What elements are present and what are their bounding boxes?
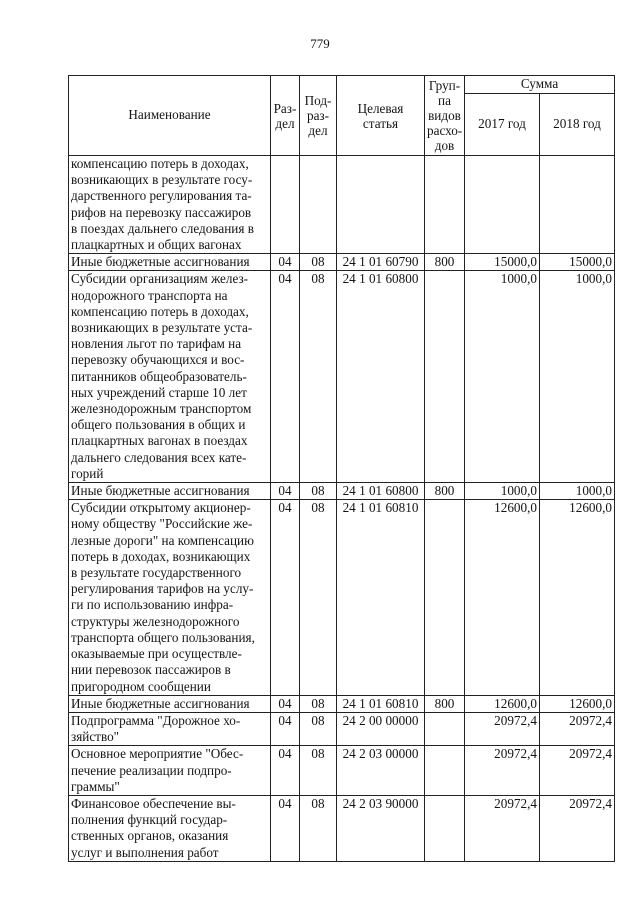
header-year-2017: 2017 год: [465, 94, 540, 156]
row-target-article: 24 1 01 60800: [337, 483, 425, 500]
row-name: Иные бюджетные ассигнования: [69, 695, 271, 712]
table-row: [69, 695, 615, 712]
row-name: Иные бюджетные ассигнования: [69, 483, 271, 500]
table-row: [69, 500, 615, 695]
row-sum-2018: 1000,0: [540, 271, 615, 483]
row-sum-2017: 1000,0: [465, 271, 540, 483]
header-name: Наименование: [69, 76, 271, 156]
row-sum-2018: 12600,0: [540, 500, 615, 695]
row-podrazdel: 08: [300, 500, 337, 695]
row-razdel: 04: [271, 483, 300, 500]
row-name: Основное мероприятие "Обес- печение реализации подпро- граммы": [69, 746, 271, 796]
header-expense-group: Груп- па видов расхо- дов: [425, 76, 465, 156]
row-sum-2017: 20972,4: [465, 746, 540, 796]
row-expense-group: [425, 500, 465, 695]
row-name: Подпрограмма "Дорожное хо- зяйство": [69, 712, 271, 745]
row-razdel: 04: [271, 795, 300, 861]
row-sum-2017: [465, 156, 540, 254]
row-podrazdel: 08: [300, 795, 337, 861]
row-podrazdel: 08: [300, 695, 337, 712]
row-sum-2017: 20972,4: [465, 795, 540, 861]
row-sum-2017: 1000,0: [465, 483, 540, 500]
row-podrazdel: 08: [300, 271, 337, 483]
row-razdel: [271, 156, 300, 254]
row-expense-group: [425, 156, 465, 254]
row-name: Финансовое обеспечение вы- полнения функций государ- ственных органов, оказания услуг и выполнения работ: [69, 795, 271, 861]
row-razdel: 04: [271, 500, 300, 695]
row-podrazdel: 08: [300, 483, 337, 500]
row-podrazdel: 08: [300, 746, 337, 796]
row-podrazdel: [300, 156, 337, 254]
header-sum: Сумма: [465, 76, 615, 94]
row-sum-2018: 12600,0: [540, 695, 615, 712]
row-target-article: 24 2 00 00000: [337, 712, 425, 745]
table-row: [69, 254, 615, 271]
row-sum-2017: 15000,0: [465, 254, 540, 271]
header-podrazdel: Под- раз- дел: [300, 76, 337, 156]
row-razdel: 04: [271, 695, 300, 712]
row-sum-2017: 12600,0: [465, 500, 540, 695]
row-sum-2018: 20972,4: [540, 712, 615, 745]
table-row: [69, 712, 615, 745]
page-number: 779: [310, 36, 330, 51]
row-name: компенсацию потерь в доходах, возникающих в результате госу- дарственного регулирования та- рифов на перевозку пассажиров в поездах дальнего следования в плацкартных и общих вагонах: [69, 156, 271, 254]
row-expense-group: [425, 795, 465, 861]
row-podrazdel: 08: [300, 254, 337, 271]
row-expense-group: [425, 712, 465, 745]
row-razdel: 04: [271, 712, 300, 745]
row-sum-2018: 20972,4: [540, 746, 615, 796]
row-razdel: 04: [271, 746, 300, 796]
table-row: [69, 156, 615, 254]
row-sum-2018: [540, 156, 615, 254]
row-sum-2018: 20972,4: [540, 795, 615, 861]
row-target-article: [337, 156, 425, 254]
header-year-2018: 2018 год: [540, 94, 615, 156]
row-target-article: 24 1 01 60800: [337, 271, 425, 483]
header-razdel: Раз- дел: [271, 76, 300, 156]
table-row: [69, 746, 615, 796]
row-target-article: 24 2 03 00000: [337, 746, 425, 796]
row-razdel: 04: [271, 271, 300, 483]
row-name: Субсидии организациям желез- нодорожного транспорта на компенсацию потерь в доходах, возникающих в результате уста- новления льгот по тарифам на перевозку обучающихся и вос- питанников общеобразователь- ных учреждений старше 10 лет железнодорожным транспортом общего пользования в общих и плацкартных вагонах в поездах дальнего следования всех кате- горий: [69, 271, 271, 483]
table-row: [69, 795, 615, 861]
row-podrazdel: 08: [300, 712, 337, 745]
row-name: Иные бюджетные ассигнования: [69, 254, 271, 271]
row-expense-group: 800: [425, 254, 465, 271]
row-sum-2018: 1000,0: [540, 483, 615, 500]
row-name: Субсидии открытому акционер- ному обществу "Российские же- лезные дороги" на компенсацию потерь в доходах, возникающих в результате государственного регулирования тарифов на услу- ги по использованию инфра- структуры железнодорожного транспорта общего пользования, оказываемые при осуществле- нии перевозок пассажиров в пригородном сообщении: [69, 500, 271, 695]
budget-table: [68, 75, 615, 862]
row-expense-group: 800: [425, 483, 465, 500]
row-target-article: 24 2 03 90000: [337, 795, 425, 861]
table-row: [69, 483, 615, 500]
row-target-article: 24 1 01 60810: [337, 695, 425, 712]
row-expense-group: [425, 271, 465, 483]
row-target-article: 24 1 01 60810: [337, 500, 425, 695]
table-row: [69, 271, 615, 483]
row-target-article: 24 1 01 60790: [337, 254, 425, 271]
header-target-article: Целевая статья: [337, 76, 425, 156]
row-sum-2017: 12600,0: [465, 695, 540, 712]
row-sum-2017: 20972,4: [465, 712, 540, 745]
row-expense-group: [425, 746, 465, 796]
row-expense-group: 800: [425, 695, 465, 712]
row-sum-2018: 15000,0: [540, 254, 615, 271]
row-razdel: 04: [271, 254, 300, 271]
